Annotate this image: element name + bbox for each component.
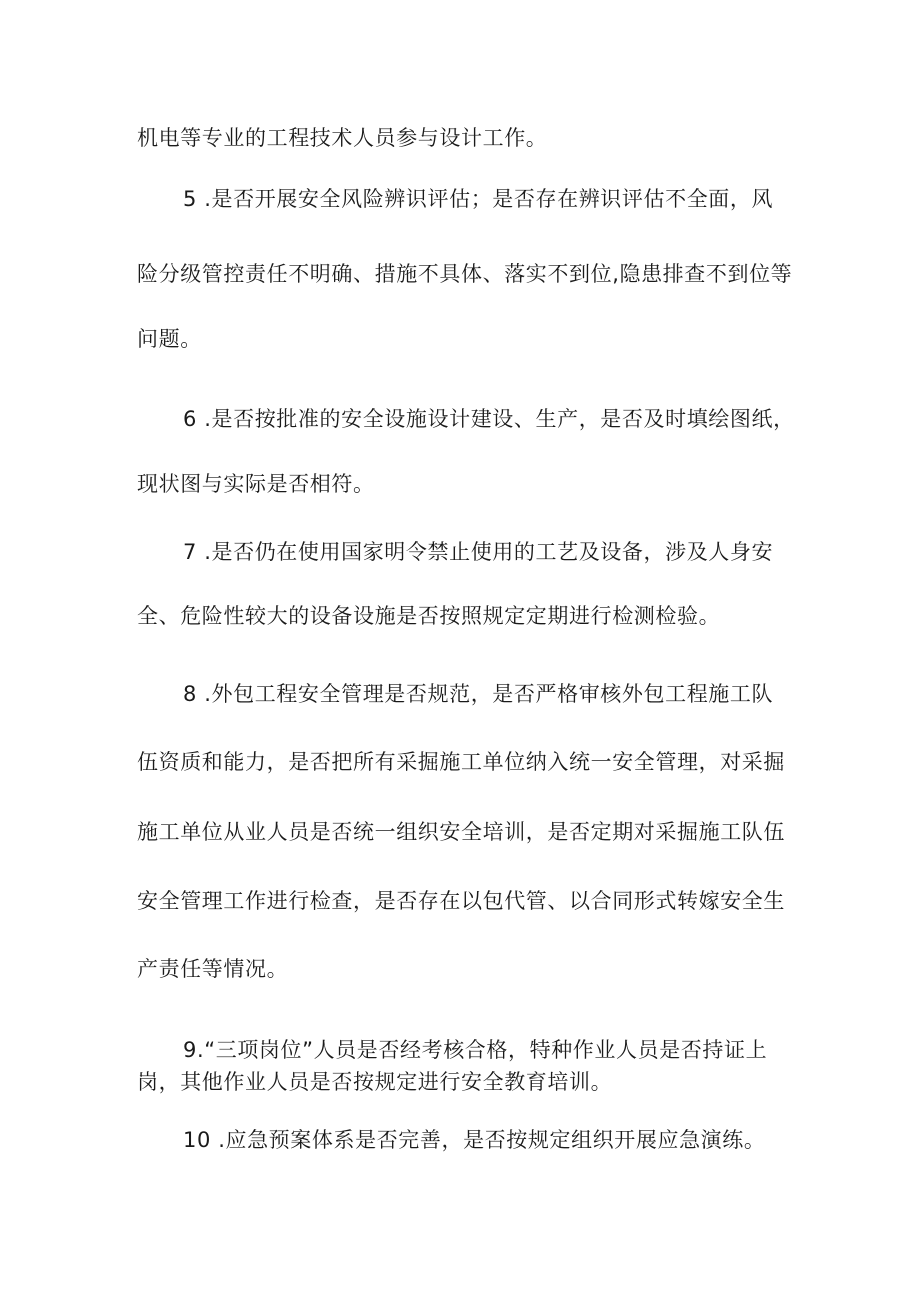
text-line: 5 .是否开展安全风险辨识评估；是否存在辨识评估不全面，风	[183, 187, 774, 211]
text-line: 全、危险性较大的设备设施是否按照规定定期进行检测检验。	[137, 604, 721, 628]
text-line: 伍资质和能力，是否把所有采掘施工单位纳入统一安全管理，对采掘	[137, 750, 785, 774]
text-line: 安全管理工作进行检查，是否存在以包代管、以合同形式转嫁安全生	[137, 889, 785, 913]
text-line: 7 .是否仍在使用国家明令禁止使用的工艺及设备，涉及人身安	[183, 540, 774, 564]
text-line: 施工单位从业人员是否统一组织安全培训，是否定期对采掘施工队伍	[137, 820, 785, 844]
text-line: 8 .外包工程安全管理是否规范，是否严格审核外包工程施工队	[183, 682, 774, 706]
text-line: 问题。	[137, 327, 202, 351]
text-line: 9.“三项岗位”人员是否经考核合格，特种作业人员是否持证上	[183, 1038, 768, 1062]
text-line: 10 .应急预案体系是否完善，是否按规定组织开展应急演练。	[183, 1128, 766, 1152]
text-line: 6 .是否按批准的安全设施设计建设、生产，是否及时填绘图纸，	[183, 407, 795, 431]
text-line: 险分级管控责任不明确、措施不具体、落实不到位,隐患排查不到位等	[137, 262, 793, 286]
text-line: 产责任等情况。	[137, 957, 289, 981]
text-line: 机电等专业的工程技术人员参与设计工作。	[137, 126, 548, 150]
text-line: 岗，其他作业人员是否按规定进行安全教育培训。	[137, 1070, 613, 1094]
text-line: 现状图与实际是否相符。	[137, 472, 375, 496]
